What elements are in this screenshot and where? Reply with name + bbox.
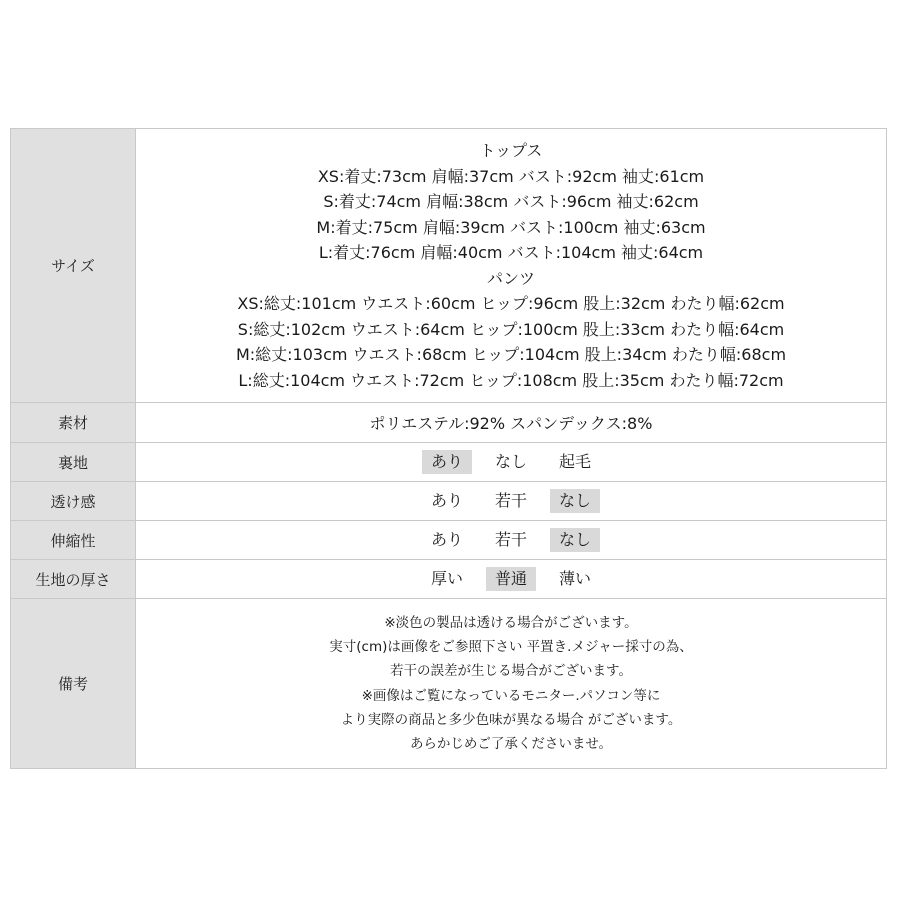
sheerness-option-nashi: なし — [550, 489, 600, 513]
option-group — [422, 450, 600, 474]
stretch-option-ari: あり — [430, 530, 463, 549]
note-line: あらかじめご了承くださいませ。 — [409, 736, 613, 753]
sheerness-options — [136, 482, 886, 521]
material-value: ポリエステル:92% スパンデックス:8% — [136, 403, 886, 443]
product-spec-table — [10, 128, 887, 769]
material-label: 素材 — [11, 403, 136, 443]
size-pants-xs: XS:総丈:101cm ウエスト:60cm ヒップ:96cm 股上:32cm わたり幅:62cm — [237, 294, 785, 313]
lining-options — [136, 443, 886, 482]
option-group — [422, 489, 600, 513]
note-line: より実際の商品と多少色味が異なる場合 がございます。 — [340, 711, 682, 728]
note-line: 若干の誤差が生じる場合がございます。 — [390, 663, 632, 680]
thickness-label: 生地の厚さ — [11, 560, 136, 599]
stretch-option-jakkan: 若干 — [494, 530, 527, 549]
sheerness-label: 透け感 — [11, 482, 136, 521]
lining-option-ari: あり — [422, 450, 472, 474]
lining-label: 裏地 — [11, 443, 136, 482]
thickness-option-futsuu: 普通 — [486, 567, 536, 591]
thickness-option-atsui: 厚い — [430, 569, 463, 588]
size-tops-heading: トップス — [479, 141, 543, 160]
stretch-label: 伸縮性 — [11, 521, 136, 560]
thickness-option-usui: 薄い — [559, 569, 592, 588]
lining-option-nashi: なし — [494, 452, 527, 471]
size-pants-m: M:総丈:103cm ウエスト:68cm ヒップ:104cm 股上:34cm わたり幅:68cm — [235, 345, 787, 364]
size-tops-l: L:着丈:76cm 肩幅:40cm バスト:104cm 袖丈:64cm — [318, 243, 704, 262]
note-line: ※画像はご覧になっているモニター.パソコン等に — [361, 687, 661, 704]
thickness-options — [136, 560, 886, 599]
sheerness-option-jakkan: 若干 — [494, 491, 527, 510]
option-group — [422, 528, 600, 552]
size-pants-heading: パンツ — [486, 268, 535, 288]
size-details — [136, 129, 886, 403]
notes-label: 備考 — [11, 599, 136, 768]
size-tops-xs: XS:着丈:73cm 肩幅:37cm バスト:92cm 袖丈:61cm — [317, 166, 705, 186]
size-pants-s: S:総丈:102cm ウエスト:64cm ヒップ:100cm 股上:33cm わたり幅:64cm — [237, 319, 785, 339]
lining-option-kimou: 起毛 — [559, 452, 592, 471]
option-group — [422, 567, 600, 591]
notes-text — [136, 599, 886, 768]
sheerness-option-ari: あり — [430, 491, 463, 510]
size-pants-l: L:総丈:104cm ウエスト:72cm ヒップ:108cm 股上:35cm わたり幅:72cm — [238, 370, 784, 390]
note-line: 実寸(cm)は画像をご参照下さい 平置き.メジャー採寸の為、 — [329, 638, 693, 655]
note-line: ※淡色の製品は透ける場合がございます。 — [384, 614, 638, 631]
size-tops-s: S:着丈:74cm 肩幅:38cm バスト:96cm 袖丈:62cm — [323, 192, 699, 211]
size-label: サイズ — [11, 129, 136, 403]
stretch-option-nashi: なし — [550, 528, 600, 552]
size-tops-m: M:着丈:75cm 肩幅:39cm バスト:100cm 袖丈:63cm — [316, 217, 706, 237]
stretch-options — [136, 521, 886, 560]
